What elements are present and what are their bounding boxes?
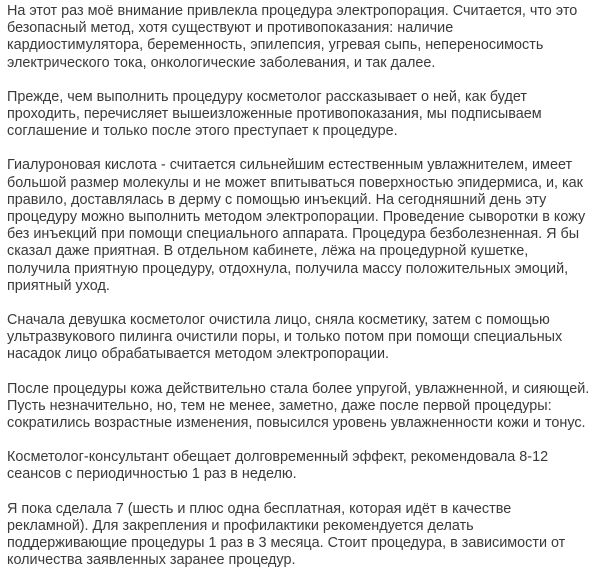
text-line: ультразвукового пилинга очистили поры, и только потом при помощи специальных	[7, 329, 563, 346]
paragraph-hyaluronic-acid	[7, 157, 600, 295]
text-line: поддерживающие процедуры 1 раз в 3 месяца. Стоит процедура, в зависимости от	[7, 535, 566, 552]
text-line: Гиалуроновая кислота - считается сильнейшим естественным увлажнителем, имеет	[7, 157, 573, 174]
text-line: правило, доставлялась в дерму с помощью инъекций. На сегодняшний день эту	[7, 191, 547, 208]
text-line: Прежде, чем выполнить процедуру косметолог рассказывает о ней, как будет	[7, 88, 528, 105]
paragraph-results	[7, 381, 600, 433]
text-line: приятный уход.	[7, 277, 110, 294]
text-line: На этот раз моё внимание привлекла процедура электропорация. Считается, что это	[7, 3, 578, 19]
text-line: сеансов с периодичностью 1 раз в неделю.	[7, 466, 297, 483]
text-line: рекламной). Для закрепления и профилактики рекомендуется делать	[7, 517, 474, 534]
text-line: кардиостимулятора, беременность, эпилепсия, угревая сыпь, непереносимость	[7, 37, 544, 54]
text-line: Сначала девушка косметолог очистила лицо, сняла косметику, затем с помощью	[7, 312, 550, 329]
text-line: сократились возрастные изменения, повысился уровень увлажненности кожи и тонус.	[7, 415, 586, 432]
text-line: Я пока сделала 7 (шесть и плюс одна бесплатная, которая идёт в качестве	[7, 500, 512, 517]
text-line: процедуру можно выполнить методом электропорации. Проведение сыворотки в кожу	[7, 209, 586, 226]
text-line: Косметолог-консультант обещает долговременный эффект, рекомендовала 8-12	[7, 449, 549, 466]
text-line: количества заявленных заранее процедур.	[7, 552, 296, 569]
text-line: После процедуры кожа действительно стала более упругой, увлажненной, и сияющей.	[7, 380, 590, 397]
paragraph-sessions	[7, 501, 600, 569]
text-line: электрического тока, онкологические заболевания, и так далее.	[7, 54, 436, 71]
text-line: проходить, перечисляет вышеизложенные противопоказания, мы подписываем	[7, 106, 542, 123]
paragraph-cleansing	[7, 312, 600, 364]
text-line: большой размер молекулы и не может впитываться поверхностью эпидермиса, и, как	[7, 174, 583, 191]
text-line: Пусть незначительно, но, тем не менее, заметно, даже после первой процедуры:	[7, 397, 552, 414]
paragraph-contraindications	[7, 3, 600, 72]
text-line: сказал даже приятная. В отдельном кабинете, лёжа на процедурной кушетке,	[7, 243, 529, 260]
text-line: соглашение и только после этого преступает к процедуре.	[7, 123, 398, 140]
paragraph-consultation	[7, 89, 600, 141]
text-line: насадок лицо обрабатывается методом электропорации.	[7, 346, 390, 363]
text-line: получила приятную процедуру, отдохнула, получила массу положительных эмоций,	[7, 260, 569, 277]
text-line: безопасный метод, хотя существуют и противопоказания: наличие	[7, 20, 454, 37]
paragraph-recommendation	[7, 449, 600, 483]
text-line: без инъекций при помощи специального аппарата. Процедура безболезненная. Я бы	[7, 226, 580, 243]
